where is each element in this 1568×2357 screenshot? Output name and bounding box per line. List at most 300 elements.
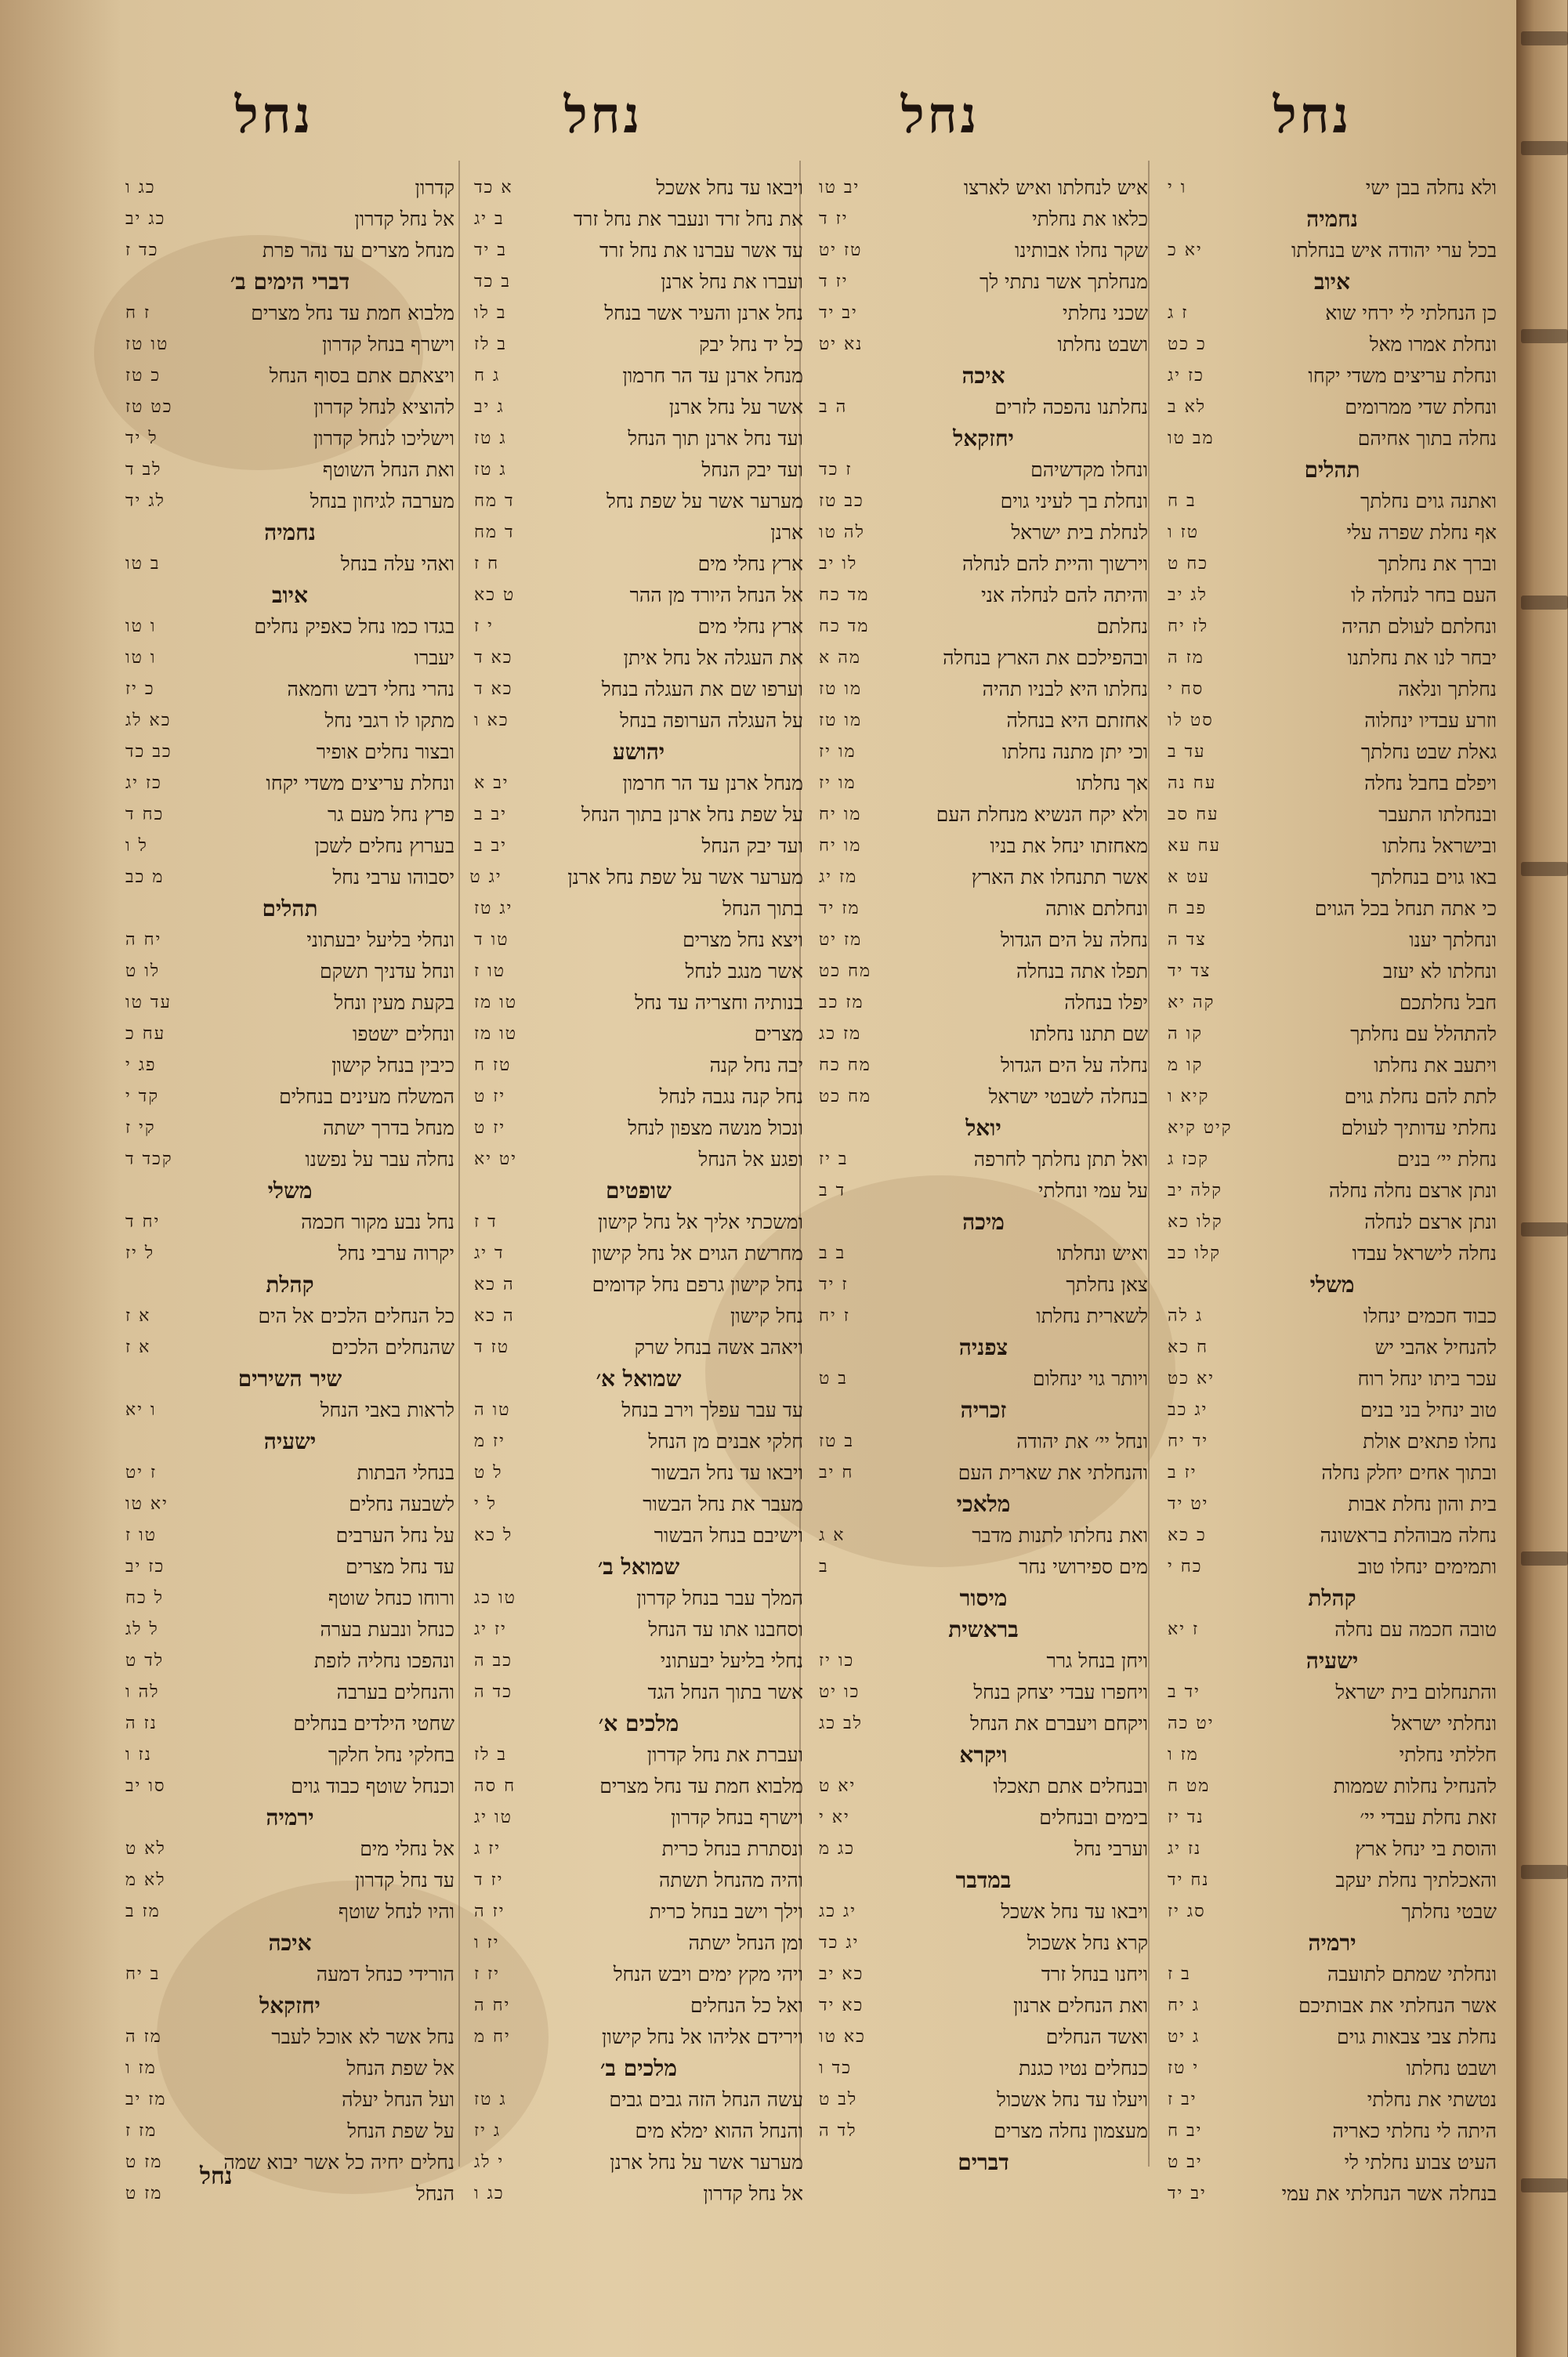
verse-reference: י ז <box>474 617 494 636</box>
entry-text: מלבוא חמת עד נחל מצרים <box>599 1775 803 1798</box>
entry-text: ובנחלתו התעבר <box>1378 803 1497 826</box>
concordance-entry <box>1168 1896 1497 1928</box>
entry-text: ונתן ארצם נחלה נחלה <box>1329 1179 1497 1202</box>
verse-reference: טו טז <box>125 335 169 354</box>
entry-text: ויצא נחל מצרים <box>683 929 803 951</box>
entry-text: קרא נחל אשכול <box>1027 1932 1148 1954</box>
concordance-entry <box>819 580 1148 611</box>
concordance-entry <box>474 1928 803 1959</box>
verse-reference: ח ז <box>474 554 500 574</box>
entry-text: ונחלתך יענו <box>1409 929 1497 951</box>
entry-text: טובה חכמה עם נחלה <box>1334 1618 1497 1641</box>
verse-reference: כד ז <box>125 241 159 260</box>
verse-reference: יח ד <box>125 1212 161 1232</box>
book-name: תהלים <box>1304 457 1360 483</box>
verse-reference: יז ט <box>474 1087 506 1106</box>
concordance-entry <box>125 360 454 392</box>
verse-reference: ל ט <box>474 1463 503 1483</box>
concordance-entry <box>125 2116 454 2147</box>
concordance-entry <box>1168 329 1497 360</box>
book-name: מיכה <box>962 1209 1005 1235</box>
entry-text: ושבט נחלתו <box>1057 333 1148 356</box>
verse-reference: יא כט <box>1168 1369 1215 1388</box>
page-edge-text <box>1521 2178 1568 2192</box>
concordance-entry <box>125 1771 454 1802</box>
entry-text: והיתה להם לנחלה אני <box>981 584 1148 606</box>
entry-text: וישליכו לנחל קדרון <box>313 427 454 450</box>
entry-text: אשר תתנחלו את הארץ <box>971 866 1148 889</box>
concordance-entry <box>1168 517 1497 549</box>
concordance-entry <box>1168 486 1497 517</box>
entry-text: ולא יקח הנשיא מנחלת העם <box>936 803 1148 826</box>
entry-text: ויאהב אשה בנחל שרק <box>634 1336 803 1359</box>
verse-reference: ג ח <box>474 366 501 386</box>
concordance-entry <box>1168 956 1497 987</box>
entry-text: בגדו כמו נחל כאפיק נחלים <box>254 615 454 638</box>
verse-reference: ב ט <box>819 1369 848 1388</box>
concordance-entry <box>125 1238 454 1269</box>
entry-text: אל הנחל היורד מן ההר <box>629 584 803 606</box>
book-name: איוב <box>272 582 308 608</box>
verse-reference: ה ב <box>819 397 848 417</box>
concordance-entry <box>125 2022 454 2053</box>
concordance-entry <box>125 1050 454 1081</box>
verse-reference: מז ו <box>125 2058 157 2078</box>
book-heading <box>819 2147 1148 2178</box>
concordance-entry <box>1168 737 1497 768</box>
entry-text: קדרון <box>415 176 454 199</box>
concordance-entry <box>1168 2084 1497 2116</box>
concordance-entry <box>819 1238 1148 1269</box>
verse-reference: עט א <box>1168 867 1210 887</box>
verse-reference: כד ו <box>819 2058 852 2078</box>
verse-reference: קו מ <box>1168 1055 1204 1075</box>
entry-text: ואתנה גוים נחלתך <box>1360 490 1497 512</box>
entry-text: כבוד חכמים ינחלו <box>1363 1305 1497 1327</box>
entry-text: ומשכתי אליך אל נחל קישון <box>598 1211 803 1233</box>
entry-text: יפלו בנחלה <box>1064 991 1148 1014</box>
entry-text: את נחל זרד ונעבר את נחל זרד <box>574 208 803 230</box>
entry-text: ועל הנחל יעלה <box>342 2088 454 2111</box>
entry-text: שם תתנו נחלתו <box>1030 1023 1148 1045</box>
entry-text: ובישראל נחלתו <box>1382 835 1497 857</box>
entry-text: וכנחל שוטף כבוד גוים <box>291 1775 454 1798</box>
book-name: יחזקאל <box>953 425 1014 451</box>
verse-reference: יח ה <box>474 1996 511 2015</box>
entry-text: נחל קישון <box>730 1305 803 1327</box>
concordance-entry <box>819 737 1148 768</box>
concordance-entry <box>1168 1113 1497 1144</box>
verse-reference: כז יג <box>1168 366 1204 386</box>
concordance-entry <box>125 1457 454 1489</box>
verse-reference: ב טו <box>125 554 161 574</box>
verse-reference: עח עא <box>1168 836 1222 856</box>
verse-reference: עד טו <box>125 993 172 1012</box>
verse-reference: מז יג <box>819 867 858 887</box>
concordance-entry <box>819 1928 1148 1959</box>
verse-reference: עח נה <box>1168 773 1217 793</box>
verse-reference: ז ח <box>125 303 151 323</box>
verse-reference: כג ו <box>125 178 156 197</box>
entry-text: הנחל <box>416 2182 454 2205</box>
verse-reference: כט טז <box>125 397 173 417</box>
verse-reference: נח יד <box>1168 1870 1210 1890</box>
entry-text: כל יד נחל יבק <box>699 333 803 356</box>
verse-reference: לו ט <box>125 961 161 981</box>
entry-text: ויתעב את נחלתו <box>1374 1054 1497 1077</box>
book-name: זכריה <box>960 1397 1007 1423</box>
concordance-entry <box>1168 1865 1497 1896</box>
concordance-entry <box>125 1081 454 1113</box>
entry-text: ובנחלים אתם תאכלו <box>993 1775 1148 1798</box>
column-header-1: נחל <box>1273 86 1353 145</box>
entry-text: נהרי נחלי דבש וחמאה <box>287 678 454 701</box>
concordance-entry <box>819 1081 1148 1113</box>
entry-text: לראות באבי הנחל <box>320 1399 454 1421</box>
entry-text: בנחלה אשר הנחלתי את עמי <box>1281 2182 1497 2205</box>
concordance-entry <box>1168 768 1497 799</box>
verse-reference: ו טו <box>125 648 157 668</box>
entry-text: ואיש ונחלתו <box>1056 1242 1148 1265</box>
concordance-entry <box>819 1426 1148 1457</box>
concordance-entry <box>125 956 454 987</box>
entry-text: וישרף בנחל קדרון <box>322 333 454 356</box>
verse-reference: יב ב <box>474 836 507 856</box>
book-heading <box>125 1175 454 1207</box>
concordance-entry <box>474 1489 803 1520</box>
concordance-entry <box>1168 1740 1497 1771</box>
verse-reference: מז ה <box>125 2027 162 2047</box>
verse-reference: ל כח <box>125 1588 165 1608</box>
page-edge-text <box>1521 862 1568 876</box>
verse-reference: ז יט <box>125 1463 158 1483</box>
concordance-entry <box>819 862 1148 893</box>
verse-reference: יא טו <box>125 1494 168 1514</box>
verse-reference: כו יט <box>819 1682 860 1702</box>
entry-text: ואהי עלה בנחל <box>340 552 454 575</box>
verse-reference: יז ט <box>474 1118 506 1138</box>
concordance-entry <box>125 799 454 831</box>
verse-reference: יב ז <box>1168 2090 1197 2109</box>
concordance-entry <box>474 987 803 1019</box>
verse-reference: לג יב <box>1168 585 1208 605</box>
verse-reference: טו ה <box>474 1400 511 1420</box>
entry-text: נחל נבע מקור חכמה <box>301 1211 454 1233</box>
entry-text: על העגלה הערופה בנחל <box>620 709 803 732</box>
book-heading <box>474 737 803 768</box>
book-heading <box>819 423 1148 454</box>
entry-text: ויקחם ויעברם את הנחל <box>970 1712 1148 1735</box>
verse-reference: ג יז <box>474 2121 502 2141</box>
concordance-entry <box>819 298 1148 329</box>
entry-text: מעבר את נחל הבשור <box>643 1493 803 1515</box>
verse-reference: כא לג <box>125 711 172 730</box>
entry-text: עד אשר עברנו את נחל זרד <box>599 239 803 262</box>
entry-text: יבה נחל קנה <box>709 1054 803 1077</box>
column-rule <box>458 161 460 2167</box>
verse-reference: יח מ <box>474 2027 511 2047</box>
book-name: יהושע <box>612 739 665 765</box>
verse-reference: ב יג <box>474 209 505 229</box>
book-heading <box>1168 1583 1497 1614</box>
verse-reference: מו טז <box>819 679 863 699</box>
entry-text: בנותיה וחצריה עד נחל <box>635 991 803 1014</box>
book-heading <box>1168 204 1497 235</box>
verse-reference: יז יג <box>474 1620 507 1639</box>
entry-text: ונחלת עריצים משדי יקחו <box>266 772 454 795</box>
concordance-entry <box>1168 799 1497 831</box>
verse-reference: ב ב <box>819 1244 846 1263</box>
entry-text: יבחר לנו את נחלתנו <box>1347 646 1497 669</box>
concordance-entry <box>474 1583 803 1614</box>
concordance-entry <box>125 831 454 862</box>
concordance-entry <box>474 360 803 392</box>
concordance-entry <box>125 1834 454 1865</box>
verse-reference: ד מח <box>474 523 515 542</box>
concordance-entry <box>819 1301 1148 1332</box>
verse-reference: כח ד <box>125 805 165 824</box>
entry-text: חללתי נחלתי <box>1399 1743 1497 1766</box>
book-heading <box>1168 454 1497 486</box>
verse-reference: פג י <box>125 1055 157 1075</box>
entry-text: נחלה על הים הגדול <box>1001 1054 1148 1077</box>
concordance-entry <box>1168 360 1497 392</box>
entry-text: ומן הנחל ישתה <box>688 1932 803 1954</box>
verse-reference: כ טז <box>125 366 161 386</box>
concordance-entry <box>474 2022 803 2053</box>
book-heading <box>125 517 454 549</box>
entry-text: וברך את נחלתך <box>1378 552 1497 575</box>
entry-text: המלך עבר בנחל קדרון <box>636 1587 803 1609</box>
entry-text: בית והון נחלת אבות <box>1348 1493 1497 1515</box>
book-name: דברים <box>958 2149 1009 2175</box>
book-name: ישעיה <box>263 1428 317 1454</box>
book-heading <box>125 266 454 298</box>
verse-reference: יד ב <box>1168 1682 1200 1702</box>
verse-reference: לז יח <box>1168 617 1209 636</box>
verse-reference: ל י <box>474 1494 498 1514</box>
entry-text: כל הנחלים הלכים אל הים <box>258 1305 454 1327</box>
verse-reference: כב כד <box>125 742 172 762</box>
verse-reference: טו כג <box>474 1588 516 1608</box>
verse-reference: יח ה <box>125 930 162 950</box>
verse-reference: יב יד <box>1168 2184 1207 2203</box>
concordance-entry <box>819 486 1148 517</box>
entry-text: ועד יבק הנחל <box>701 835 803 857</box>
verse-reference: א ז <box>125 1306 151 1326</box>
concordance-entry <box>474 486 803 517</box>
concordance-entry <box>125 1395 454 1426</box>
verse-reference: כז יג <box>125 773 162 793</box>
entry-text: כלאו את נחלתי <box>1032 208 1148 230</box>
entry-text: ועברת את נחל קדרון <box>646 1743 803 1766</box>
verse-reference: טז ח <box>474 1055 512 1075</box>
verse-reference: כא ד <box>474 679 513 699</box>
entry-text: ורוחו כנחל שוטף <box>328 1587 454 1609</box>
concordance-entry <box>819 1363 1148 1395</box>
entry-text: כנחל ונבעת בערה <box>320 1618 454 1641</box>
verse-reference: מו יח <box>819 836 862 856</box>
page-edge-text <box>1521 329 1568 343</box>
book-heading <box>819 1489 1148 1520</box>
book-name: יחזקאל <box>259 1993 320 2018</box>
column-header-2: נחל <box>900 86 980 145</box>
concordance-entry <box>474 423 803 454</box>
verse-reference: מח כט <box>819 961 872 981</box>
concordance-entry <box>474 517 803 549</box>
entry-text: גאלת שבט נחלתך <box>1360 740 1497 763</box>
entry-text: אל שפת הנחל <box>346 2057 454 2080</box>
concordance-entry <box>474 2116 803 2147</box>
concordance-entry <box>819 454 1148 486</box>
entry-text: ונסתרת בנחל כרית <box>661 1837 803 1860</box>
entry-text: להוציא לנחל קדרון <box>313 396 454 418</box>
concordance-entry <box>819 1551 1148 1583</box>
entry-text: טוב ינחיל בני בנים <box>1360 1399 1497 1421</box>
concordance-entry <box>125 1959 454 1990</box>
entry-text: ועברו את נחל ארנן <box>661 270 803 293</box>
concordance-entry <box>819 549 1148 580</box>
concordance-entry <box>125 1896 454 1928</box>
entry-text: נחלתם <box>1096 615 1148 638</box>
concordance-entry <box>125 454 454 486</box>
concordance-entry <box>474 2147 803 2178</box>
entry-text: העם בחר לנחלה לו <box>1351 584 1497 606</box>
concordance-entry <box>125 2178 454 2210</box>
book-name: במדבר <box>955 1867 1012 1893</box>
entry-text: ואל כל הנחלים <box>690 1994 803 2017</box>
concordance-entry <box>125 768 454 799</box>
verse-reference: מז ז <box>125 2121 158 2141</box>
verse-reference: ב ח <box>1168 491 1197 511</box>
concordance-entry <box>125 423 454 454</box>
entry-text: ונחלתי שמתם לתועבה <box>1327 1963 1497 1986</box>
entry-text: נחלו פתאים אולת <box>1363 1430 1497 1453</box>
book-name: ישעיה <box>1305 1648 1359 1674</box>
entry-text: ולא נחלה בבן ישי <box>1365 176 1497 199</box>
entry-text: ובצור נחלים אופיר <box>316 740 454 763</box>
verse-reference: מז ו <box>1168 1745 1199 1765</box>
entry-text: נחלי בליעל יבעתוני <box>660 1649 803 1672</box>
entry-text: נחלה בתוך אחיהם <box>1357 427 1497 450</box>
verse-reference: לב ט <box>819 2090 858 2109</box>
verse-reference: סט לו <box>1168 711 1214 730</box>
verse-reference: כג ו <box>474 2184 505 2203</box>
column-header-3: נחל <box>563 86 643 145</box>
entry-text: נחלה לישראל עבדו <box>1352 1242 1497 1265</box>
concordance-entry <box>125 1614 454 1646</box>
verse-reference: ב יח <box>125 1964 161 1984</box>
concordance-entry <box>474 1771 803 1802</box>
entry-text: להתהלל עם נחלתך <box>1350 1023 1497 1045</box>
verse-reference: מז יט <box>819 930 863 950</box>
concordance-entry <box>819 2053 1148 2084</box>
entry-text: על עמי ונחלתי <box>1037 1179 1148 1202</box>
entry-text: אף נחלת שפרה עלי <box>1346 521 1497 544</box>
concordance-entry <box>474 235 803 266</box>
entry-text: וסחבנו אתו עד הנחל <box>648 1618 803 1641</box>
concordance-entry <box>474 1050 803 1081</box>
book-name: איכה <box>268 1930 312 1956</box>
verse-reference: מו יז <box>819 773 856 793</box>
verse-reference: כא ו <box>474 711 509 730</box>
concordance-entry <box>474 1520 803 1551</box>
verse-reference: קלו כב <box>1168 1244 1222 1263</box>
verse-reference: ל יז <box>125 1244 155 1263</box>
entry-text: וכי יתן מתנה נחלתו <box>1001 740 1148 763</box>
concordance-entry <box>125 1019 454 1050</box>
concordance-entry <box>125 1113 454 1144</box>
concordance-entry <box>125 329 454 360</box>
entry-text: ונחלתי ישראל <box>1392 1712 1497 1735</box>
entry-text: ופגע אל הנחל <box>698 1148 803 1171</box>
entry-text: את העגלה אל נחל איתן <box>623 646 803 669</box>
verse-reference: קי ז <box>125 1118 156 1138</box>
verse-reference: ב לז <box>474 1745 508 1765</box>
entry-text: ויהי מקץ ימים ויבש הנחל <box>613 1963 803 1986</box>
entry-text: אשר מנגב לנחל <box>685 960 803 983</box>
verse-reference: יז ו <box>474 1933 500 1953</box>
entry-text: כן הנחלתי לי ירחי שוא <box>1325 302 1497 324</box>
entry-text: ונחלתו לא יעזב <box>1383 960 1497 983</box>
concordance-entry <box>1168 705 1497 737</box>
concordance-entry <box>1168 1990 1497 2022</box>
verse-reference: כא יד <box>819 1996 864 2015</box>
book-name: קהלת <box>1308 1585 1356 1611</box>
verse-reference: א כד <box>474 178 513 197</box>
entry-text: וירשוך והיית להם לנחלה <box>962 552 1148 575</box>
entry-text: חבל נחלתכם <box>1399 991 1497 1014</box>
concordance-entry <box>474 831 803 862</box>
verse-reference: מד כח <box>819 617 870 636</box>
verse-reference: ו טו <box>125 617 157 636</box>
page-edge-text <box>1521 141 1568 155</box>
entry-text: בנחלה לשבטי ישראל <box>988 1085 1148 1108</box>
book-name: תהלים <box>262 896 318 921</box>
verse-reference: קו ה <box>1168 1024 1204 1044</box>
verse-reference: ד ב <box>819 1181 846 1200</box>
concordance-entry <box>819 1990 1148 2022</box>
entry-text: והוסת בי ינחל ארץ <box>1355 1837 1497 1860</box>
verse-reference: ח סה <box>474 1776 516 1796</box>
verse-reference: נד יז <box>1168 1808 1204 1827</box>
entry-text: אך נחלתו <box>1076 772 1148 795</box>
verse-reference: יז ה <box>474 1902 505 1921</box>
concordance-entry <box>1168 1520 1497 1551</box>
entry-text: בקעת מעין ונחל <box>334 991 454 1014</box>
concordance-entry <box>1168 862 1497 893</box>
verse-reference: מז יב <box>125 2090 167 2109</box>
verse-reference: צד יד <box>1168 961 1211 981</box>
verse-reference: ל כא <box>474 1526 513 1545</box>
book-heading <box>1168 266 1497 298</box>
verse-reference: לו יב <box>819 554 858 574</box>
concordance-entry <box>1168 392 1497 423</box>
verse-reference: ג יט <box>1168 2027 1200 2047</box>
entry-text: בתוך הנחל <box>722 897 803 920</box>
entry-text: ונחל יי׳ את יהודה <box>1016 1430 1148 1453</box>
concordance-entry <box>125 172 454 204</box>
verse-reference: יט יד <box>1168 1494 1209 1514</box>
entry-text: מים ספירושי נחר <box>1019 1555 1148 1578</box>
book-heading <box>125 1269 454 1301</box>
entry-text: ובתוך אחים יחלק נחלה <box>1321 1461 1497 1484</box>
entry-text: מתקו לו רגבי נחל <box>324 709 454 732</box>
book-heading <box>474 1708 803 1740</box>
concordance-entry <box>474 1269 803 1301</box>
book-name: ויקרא <box>959 1742 1008 1768</box>
concordance-entry <box>125 2084 454 2116</box>
